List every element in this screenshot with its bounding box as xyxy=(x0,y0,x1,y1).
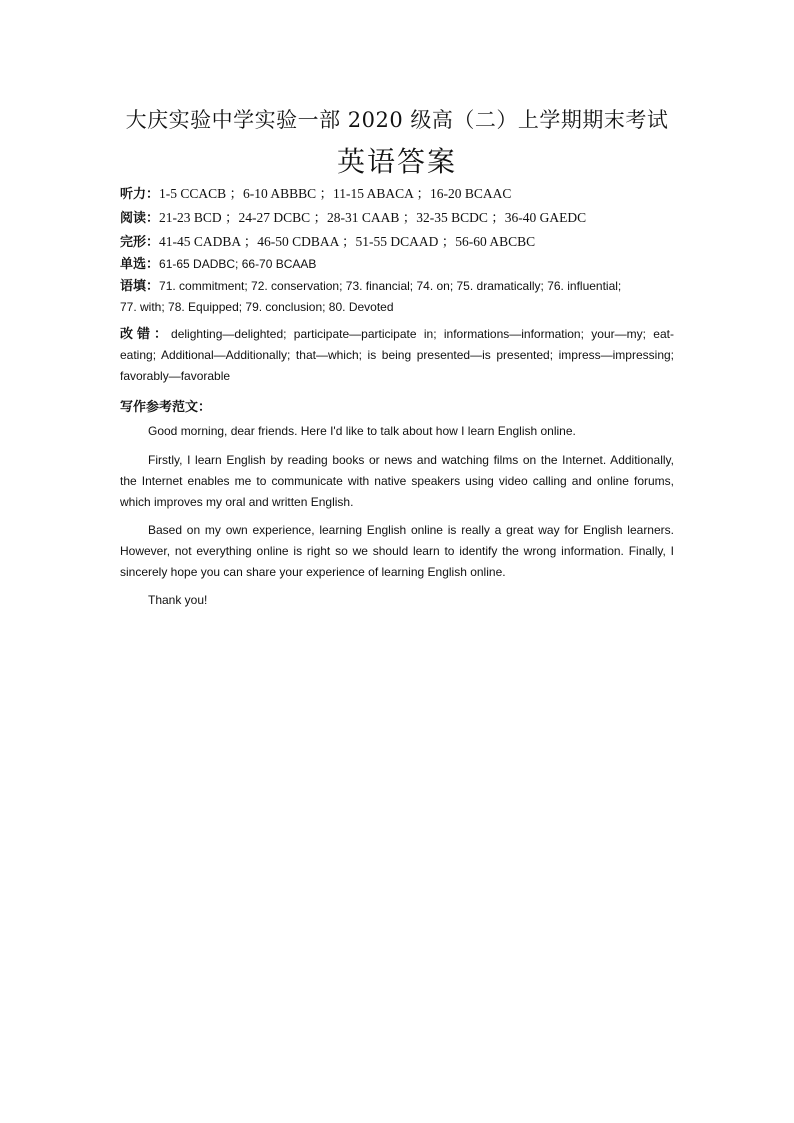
single-choice-label: 单选： xyxy=(120,257,160,272)
exam-title: 大庆实验中学实验一部 2020 级高（二）上学期期末考试 xyxy=(125,108,669,132)
cloze-answers xyxy=(120,234,676,251)
grammar-fill-value-2: 77. with; 78. Equipped; 79. conclusion; 80. Devoted xyxy=(120,300,394,314)
cloze-value: 41-45 CADBA ；46-50 CDBAA ；51-55 DCAAD ；56-60 ABCBC xyxy=(159,234,536,249)
cloze-label: 完形： xyxy=(120,235,160,250)
error-correction-value: delighting—delighted; participate—participate in; informations—information; your—my; eat-eating; Additional—Additionally; that—which; is being presented—is presented; impress—impressing; favorably—favorable xyxy=(120,327,674,383)
essay-paragraph-2: Firstly, I learn English by reading books or news and watching films on the Internet. Additionally, the Internet enables me to communicate with native speakers using video calling and online forums, which improves my oral and written English. xyxy=(120,453,674,509)
essay-paragraph-1: Good morning, dear friends. Here I'd like to talk about how I learn English online. xyxy=(148,424,576,438)
grammar-fill-answers-line1 xyxy=(120,278,676,295)
answer-title: 英语答案 xyxy=(336,145,457,178)
writing-heading: 写作参考范文： xyxy=(120,400,212,415)
grammar-fill-answers-line2 xyxy=(120,299,676,315)
grammar-fill-value-1: 71. commitment; 72. conservation; 73. financial; 74. on; 75. dramatically; 76. influential; xyxy=(159,279,622,293)
error-correction-label: 改错： xyxy=(120,327,172,342)
reading-label: 阅读： xyxy=(120,211,160,226)
single-choice-answers xyxy=(120,256,676,273)
listening-label: 听力： xyxy=(120,187,160,202)
listening-answers xyxy=(120,186,676,203)
listening-value: 1-5 CCACB ；6-10 ABBBC ；11-15 ABACA ；16-20 BCAAC xyxy=(159,186,512,201)
reading-value: 21-23 BCD ；24-27 DCBC ；28-31 CAAB ；32-35 BCDC ；36-40 GAEDC xyxy=(159,210,587,225)
grammar-fill-label: 语填： xyxy=(120,279,160,294)
essay-paragraph-3: Based on my own experience, learning English online is really a great way for English learners. However, not everything online is right so we should learn to identify the wrong information. Finally, I sincerely hope you can share your experience of learning English online. xyxy=(120,523,674,579)
essay-closing: Thank you! xyxy=(148,593,208,607)
error-correction-answers xyxy=(120,324,674,387)
reading-answers xyxy=(120,210,676,227)
single-choice-value: 61-65 DADBC; 66-70 BCAAB xyxy=(159,257,317,271)
